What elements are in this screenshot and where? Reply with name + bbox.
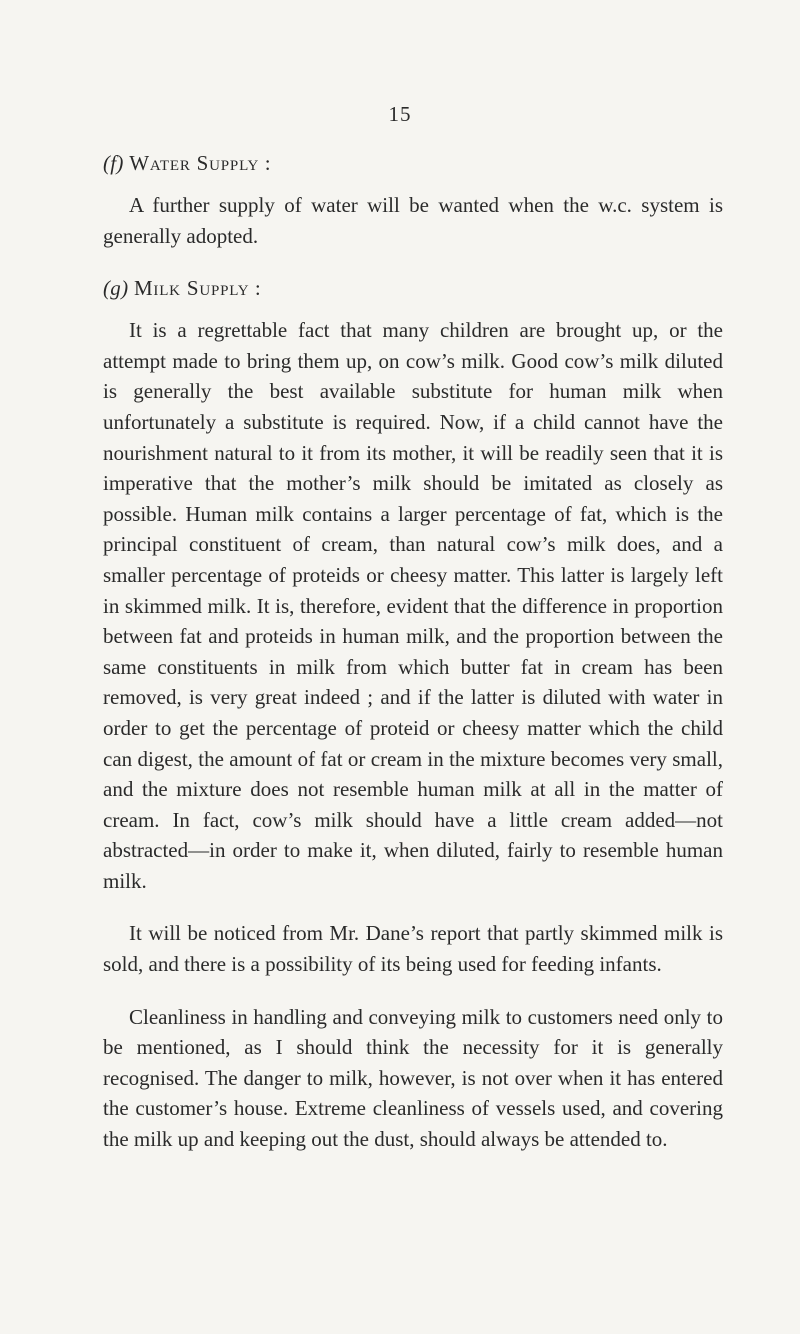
section-letter: (g) bbox=[103, 276, 129, 301]
page-number: 15 bbox=[388, 102, 412, 126]
section-title: Milk Supply bbox=[133, 276, 250, 301]
section-letter: (f) bbox=[103, 151, 124, 175]
section-title: Water Supply bbox=[129, 151, 260, 175]
section-heading-water-supply: (f) Water Supply : bbox=[103, 151, 271, 175]
document-body bbox=[103, 148, 723, 1155]
paragraph-water-supply: A further supply of water will be wanted when the w.c. system is generally adopted. bbox=[103, 193, 723, 248]
paragraph-skimmed-milk: It will be noticed from Mr. Dane’s report that partly skimmed milk is sold, and there is a possibility of its being used for feeding infants. bbox=[103, 921, 723, 977]
paragraph-cleanliness: Cleanliness in handling and conveying milk to customers need only to be mentioned, as I should think the necessity for it is generally recognised. The danger to milk, however, is not over when it has entered the customer’s house. Extreme cleanliness of vessels used, and covering the milk up and keeping out the dust, should always be attended to. bbox=[103, 1004, 723, 1152]
paragraph-milk-nourishment: It is a regrettable fact that many children are brought up, or the attempt made to bring them up, on cow’s milk. Good cow’s milk diluted is generally the best available substitute for human milk when unfortunately a substitute is required. Now, if a child cannot have the nourishment natural to it from its mother, it will be readily seen that it is imperative that the mother’s milk should be imitated as closely as possible. Human milk contains a larger percentage of fat, which is the principal constituent of cream, than natural cow’s milk does, and a smaller percentage of proteids or cheesy matter. This latter is largely left in skimmed milk. It is, therefore, evident that the difference in proportion between fat and proteids in human milk, and the proportion between the same constituents in milk from which butter fat in cream has been removed, is very great indeed ; and if the latter is diluted with water in order to get the percentage of proteid or cheesy matter which the child can digest, the amount of fat or cream in the mixture becomes very small, and the mixture does not resemble human milk at all in the matter of cream. In fact, cow’s milk should have a little cream added—not abstracted—in order to make it, when diluted, fairly to resemble human milk. bbox=[103, 318, 723, 893]
section-heading-milk-supply: (g) Milk Supply : bbox=[103, 276, 262, 301]
